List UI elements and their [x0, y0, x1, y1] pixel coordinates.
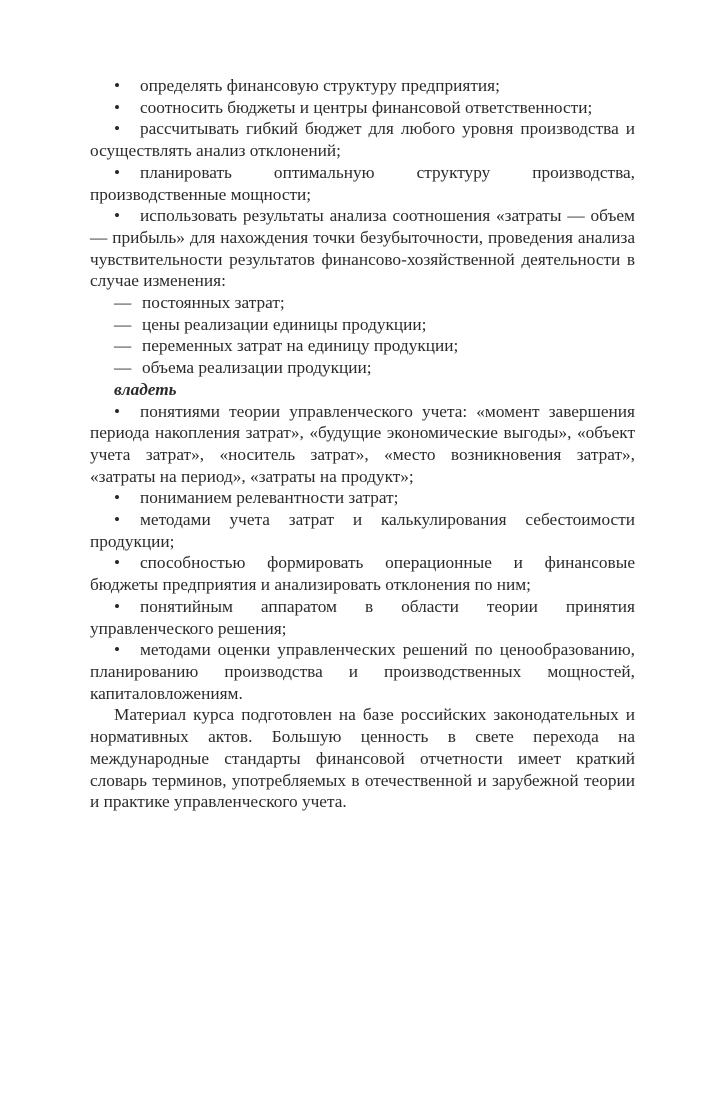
bullet-item: • определять финансовую структуру предприятия;: [90, 75, 635, 97]
section-heading: владеть: [114, 379, 177, 399]
bullet-item: • способностью формировать операционные и финансовые бюджеты предприятия и анализировать отклонения по ним;: [90, 552, 635, 595]
bullet-item: • планировать оптимальную структуру производства, производственные мощности;: [90, 162, 635, 205]
bullet-item: • методами учета затрат и калькулирования себестоимости продукции;: [90, 509, 635, 552]
dash-item: — постоянных затрат;: [90, 292, 635, 314]
page-body: [90, 75, 635, 813]
closing-paragraph: Материал курса подготовлен на базе российских законодательных и нормативных актов. Большую ценность в свете перехода на международные стандарты финансовой отчетности имеет краткий словарь терминов, употребляемых в отечественной и зарубежной теории и практике управленческого учета.: [90, 705, 635, 812]
dash-item: — переменных затрат на единицу продукции;: [90, 335, 635, 357]
bullet-item: • методами оценки управленческих решений по ценообразованию, планированию производства и производственных мощностей, капиталовложениям.: [90, 639, 635, 704]
bullet-item: • соотносить бюджеты и центры финансовой ответственности;: [90, 97, 635, 119]
bullet-item: • использовать результаты анализа соотношения «затраты — объем — прибыль» для нахождения точки безубыточности, проведения анализа чувствительности результатов финансово-хозяйственной деятельности в случае изменения:: [90, 205, 635, 292]
bullet-item: • понятийным аппаратом в области теории принятия управленческого решения;: [90, 596, 635, 639]
bullet-item: • понятиями теории управленческого учета: «момент завершения периода накопления затрат», «будущие экономические выгоды», «объект учета затрат», «носитель затрат», «место возникновения затрат», «затраты на период», «затраты на продукт»;: [90, 401, 635, 488]
dash-item: — объема реализации продукции;: [90, 357, 635, 379]
bullet-item: • рассчитывать гибкий бюджет для любого уровня производства и осуществлять анализ отклонений;: [90, 118, 635, 161]
dash-item: — цены реализации единицы продукции;: [90, 314, 635, 336]
bullet-item: • пониманием релевантности затрат;: [90, 487, 635, 509]
